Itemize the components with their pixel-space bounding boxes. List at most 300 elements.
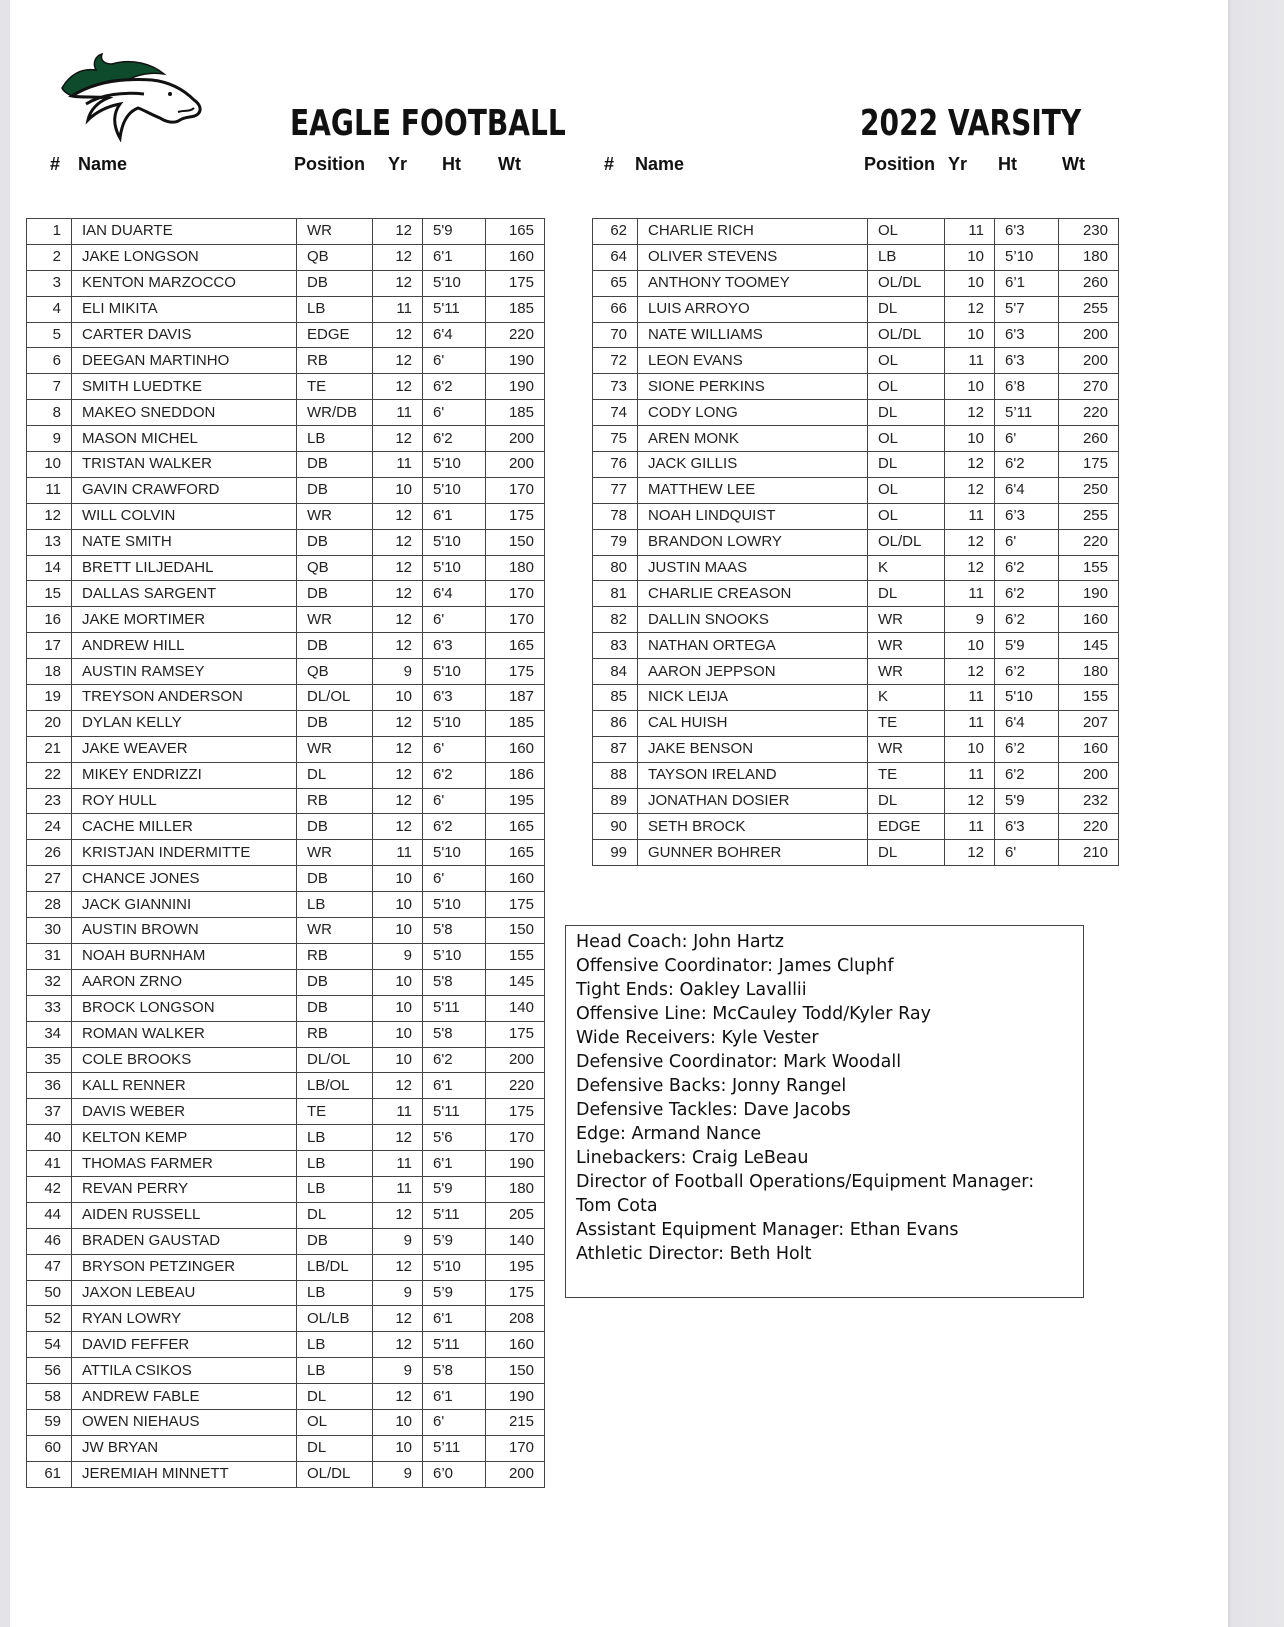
player-number: 82	[593, 607, 638, 633]
player-height: 6’8	[995, 374, 1059, 400]
player-height: 5'10	[423, 710, 486, 736]
table-row	[593, 814, 1119, 840]
table-row	[27, 1280, 545, 1306]
player-year: 10	[373, 1021, 423, 1047]
player-year: 12	[945, 659, 995, 685]
player-name: AUSTIN BROWN	[72, 918, 297, 944]
player-number: 46	[27, 1228, 72, 1254]
player-name: SIONE PERKINS	[638, 374, 868, 400]
player-height: 6'2	[423, 1047, 486, 1073]
player-year: 12	[373, 322, 423, 348]
player-name: NOAH LINDQUIST	[638, 503, 868, 529]
player-weight: 170	[486, 477, 545, 503]
player-number: 33	[27, 995, 72, 1021]
player-year: 12	[945, 788, 995, 814]
table-row	[593, 452, 1119, 478]
player-year: 12	[373, 219, 423, 245]
player-name: ANTHONY TOOMEY	[638, 270, 868, 296]
player-number: 59	[27, 1409, 72, 1435]
player-number: 76	[593, 452, 638, 478]
player-year: 11	[945, 814, 995, 840]
player-name: SETH BROCK	[638, 814, 868, 840]
player-position: OL	[868, 503, 945, 529]
player-name: DALLIN SNOOKS	[638, 607, 868, 633]
player-height: 6'1	[423, 1384, 486, 1410]
player-number: 26	[27, 840, 72, 866]
player-height: 6’1	[995, 270, 1059, 296]
player-height: 6'	[995, 529, 1059, 555]
player-name: LEON EVANS	[638, 348, 868, 374]
table-row	[27, 736, 545, 762]
table-row	[27, 607, 545, 633]
table-row	[27, 633, 545, 659]
player-year: 12	[373, 633, 423, 659]
player-position: WR	[868, 607, 945, 633]
player-height: 5'9	[423, 1176, 486, 1202]
player-number: 78	[593, 503, 638, 529]
player-number: 79	[593, 529, 638, 555]
player-height: 6'2	[423, 426, 486, 452]
player-year: 11	[945, 762, 995, 788]
player-year: 12	[373, 1202, 423, 1228]
staff-line: Assistant Equipment Manager: Ethan Evans	[576, 1220, 959, 1240]
player-weight: 200	[486, 452, 545, 478]
player-weight: 160	[486, 736, 545, 762]
table-row	[27, 348, 545, 374]
player-height: 6'1	[423, 503, 486, 529]
player-position: DL	[868, 296, 945, 322]
table-row	[27, 1384, 545, 1410]
player-height: 6'2	[995, 555, 1059, 581]
player-height: 5'10	[423, 1254, 486, 1280]
player-position: WR	[297, 503, 373, 529]
player-number: 5	[27, 322, 72, 348]
player-name: JEREMIAH MINNETT	[72, 1461, 297, 1487]
player-year: 10	[373, 995, 423, 1021]
player-year: 11	[945, 348, 995, 374]
player-name: AIDEN RUSSELL	[72, 1202, 297, 1228]
player-weight: 230	[1059, 219, 1119, 245]
table-row	[27, 503, 545, 529]
player-weight: 195	[486, 788, 545, 814]
player-weight: 200	[486, 1047, 545, 1073]
player-position: DL	[868, 840, 945, 866]
player-weight: 175	[486, 1280, 545, 1306]
player-number: 19	[27, 685, 72, 711]
player-number: 18	[27, 659, 72, 685]
table-row	[27, 555, 545, 581]
table-row	[27, 685, 545, 711]
player-position: LB	[297, 1332, 373, 1358]
player-weight: 187	[486, 685, 545, 711]
player-height: 5'9	[423, 219, 486, 245]
player-number: 7	[27, 374, 72, 400]
player-position: OL	[868, 426, 945, 452]
player-name: ATTILA CSIKOS	[72, 1358, 297, 1384]
player-number: 70	[593, 322, 638, 348]
player-height: 6'	[995, 426, 1059, 452]
table-row	[593, 322, 1119, 348]
table-row	[27, 322, 545, 348]
table-row	[27, 659, 545, 685]
player-name: LUIS ARROYO	[638, 296, 868, 322]
player-number: 20	[27, 710, 72, 736]
player-name: MAKEO SNEDDON	[72, 400, 297, 426]
player-number: 44	[27, 1202, 72, 1228]
table-row	[27, 296, 545, 322]
player-name: DEEGAN MARTINHO	[72, 348, 297, 374]
player-year: 12	[373, 374, 423, 400]
table-row	[27, 1306, 545, 1332]
player-height: 6'3	[995, 348, 1059, 374]
player-height: 5'10	[995, 685, 1059, 711]
player-year: 12	[373, 244, 423, 270]
player-number: 89	[593, 788, 638, 814]
player-number: 34	[27, 1021, 72, 1047]
player-number: 74	[593, 400, 638, 426]
player-height: 6'1	[423, 1073, 486, 1099]
table-row	[593, 529, 1119, 555]
player-number: 77	[593, 477, 638, 503]
col-header-height: Ht	[998, 154, 1017, 174]
player-year: 9	[945, 607, 995, 633]
table-row	[593, 477, 1119, 503]
table-row	[27, 1202, 545, 1228]
table-row	[593, 270, 1119, 296]
player-weight: 165	[486, 219, 545, 245]
player-weight: 200	[1059, 322, 1119, 348]
player-name: JAKE LONGSON	[72, 244, 297, 270]
player-number: 6	[27, 348, 72, 374]
player-name: JACK GIANNINI	[72, 892, 297, 918]
player-position: OL	[868, 219, 945, 245]
player-position: LB	[297, 1176, 373, 1202]
player-position: DB	[297, 995, 373, 1021]
table-row	[593, 426, 1119, 452]
player-name: NATE SMITH	[72, 529, 297, 555]
player-year: 12	[945, 400, 995, 426]
player-height: 6'	[423, 607, 486, 633]
page-title: EAGLE FOOTBALL	[290, 103, 566, 144]
player-number: 99	[593, 840, 638, 866]
player-height: 5’9	[423, 1228, 486, 1254]
player-name: TRISTAN WALKER	[72, 452, 297, 478]
player-year: 12	[945, 555, 995, 581]
player-height: 5'10	[423, 659, 486, 685]
player-weight: 140	[486, 1228, 545, 1254]
table-row	[27, 1047, 545, 1073]
player-position: K	[868, 555, 945, 581]
table-row	[593, 296, 1119, 322]
player-height: 6'	[423, 348, 486, 374]
player-weight: 200	[1059, 762, 1119, 788]
table-row	[27, 1332, 545, 1358]
player-name: BRETT LILJEDAHL	[72, 555, 297, 581]
table-row	[27, 1254, 545, 1280]
player-year: 10	[945, 244, 995, 270]
table-row	[27, 374, 545, 400]
player-year: 12	[373, 503, 423, 529]
col-header-position: Position	[294, 154, 365, 174]
player-position: DB	[297, 866, 373, 892]
player-weight: 180	[1059, 659, 1119, 685]
player-weight: 185	[486, 710, 545, 736]
player-name: AARON ZRNO	[72, 969, 297, 995]
player-height: 5’11	[995, 400, 1059, 426]
player-number: 23	[27, 788, 72, 814]
player-position: WR	[297, 736, 373, 762]
player-position: LB/DL	[297, 1254, 373, 1280]
player-name: THOMAS FARMER	[72, 1151, 297, 1177]
table-row	[27, 400, 545, 426]
player-position: WR	[868, 633, 945, 659]
player-year: 12	[373, 555, 423, 581]
player-height: 6'2	[423, 814, 486, 840]
player-weight: 220	[486, 322, 545, 348]
player-number: 73	[593, 374, 638, 400]
col-header-height: Ht	[442, 154, 461, 174]
staff-line: Defensive Coordinator: Mark Woodall	[576, 1052, 902, 1072]
player-height: 6'2	[423, 762, 486, 788]
player-position: DL	[868, 581, 945, 607]
player-year: 10	[373, 866, 423, 892]
table-row	[593, 555, 1119, 581]
player-position: RB	[297, 788, 373, 814]
player-height: 5’8	[423, 1358, 486, 1384]
table-row	[27, 1409, 545, 1435]
player-position: RB	[297, 1021, 373, 1047]
player-year: 10	[373, 685, 423, 711]
table-row	[27, 270, 545, 296]
player-name: WILL COLVIN	[72, 503, 297, 529]
player-height: 5'10	[423, 840, 486, 866]
player-number: 35	[27, 1047, 72, 1073]
table-row	[27, 943, 545, 969]
player-height: 6'3	[995, 814, 1059, 840]
player-height: 6’3	[995, 503, 1059, 529]
table-row	[593, 633, 1119, 659]
player-position: DB	[297, 529, 373, 555]
table-row	[593, 348, 1119, 374]
player-position: OL	[297, 1409, 373, 1435]
player-position: LB	[297, 296, 373, 322]
player-number: 31	[27, 943, 72, 969]
player-name: MIKEY ENDRIZZI	[72, 762, 297, 788]
table-row	[593, 374, 1119, 400]
player-year: 10	[945, 736, 995, 762]
table-row	[27, 918, 545, 944]
player-year: 10	[373, 1435, 423, 1461]
player-position: OL	[868, 477, 945, 503]
player-name: TREYSON ANDERSON	[72, 685, 297, 711]
table-row	[593, 607, 1119, 633]
player-year: 12	[373, 762, 423, 788]
player-weight: 165	[486, 840, 545, 866]
player-number: 22	[27, 762, 72, 788]
player-height: 6'1	[423, 1151, 486, 1177]
player-position: LB	[297, 1151, 373, 1177]
player-year: 11	[373, 1099, 423, 1125]
player-name: AREN MONK	[638, 426, 868, 452]
player-position: LB	[297, 1125, 373, 1151]
player-year: 12	[373, 581, 423, 607]
player-position: LB/OL	[297, 1073, 373, 1099]
player-name: MASON MICHEL	[72, 426, 297, 452]
player-height: 5'10	[423, 477, 486, 503]
player-year: 12	[945, 477, 995, 503]
player-weight: 170	[486, 1125, 545, 1151]
player-position: DL	[868, 452, 945, 478]
player-height: 5'10	[423, 892, 486, 918]
player-height: 6’2	[995, 659, 1059, 685]
player-name: JAXON LEBEAU	[72, 1280, 297, 1306]
player-position: DB	[297, 452, 373, 478]
player-name: OWEN NIEHAUS	[72, 1409, 297, 1435]
table-row	[27, 244, 545, 270]
player-number: 11	[27, 477, 72, 503]
player-number: 8	[27, 400, 72, 426]
player-year: 11	[373, 840, 423, 866]
player-name: RYAN LOWRY	[72, 1306, 297, 1332]
col-header-year: Yr	[388, 154, 408, 174]
player-year: 12	[373, 1332, 423, 1358]
player-weight: 190	[486, 348, 545, 374]
player-position: RB	[297, 348, 373, 374]
player-number: 90	[593, 814, 638, 840]
player-year: 12	[373, 529, 423, 555]
player-number: 75	[593, 426, 638, 452]
player-position: OL	[868, 374, 945, 400]
table-row	[593, 710, 1119, 736]
player-weight: 150	[486, 529, 545, 555]
player-number: 16	[27, 607, 72, 633]
col-header-position: Position	[864, 154, 935, 174]
player-number: 58	[27, 1384, 72, 1410]
player-weight: 160	[486, 866, 545, 892]
table-row	[27, 1099, 545, 1125]
player-year: 10	[945, 270, 995, 296]
player-position: DB	[297, 581, 373, 607]
player-name: CACHE MILLER	[72, 814, 297, 840]
table-row	[593, 219, 1119, 245]
player-year: 12	[373, 1073, 423, 1099]
staff-line: Offensive Coordinator: James Cluphf	[576, 956, 894, 976]
staff-line: Defensive Backs: Jonny Rangel	[576, 1076, 847, 1096]
player-weight: 145	[486, 969, 545, 995]
table-row	[27, 969, 545, 995]
player-height: 5'10	[423, 270, 486, 296]
player-weight: 170	[486, 1435, 545, 1461]
player-year: 9	[373, 1358, 423, 1384]
player-position: DL	[297, 1384, 373, 1410]
staff-line: Athletic Director: Beth Holt	[576, 1244, 812, 1264]
player-height: 5’10	[995, 244, 1059, 270]
col-header-name: Name	[635, 154, 685, 174]
staff-line: Linebackers: Craig LeBeau	[576, 1148, 809, 1168]
player-year: 10	[373, 969, 423, 995]
player-name: CHANCE JONES	[72, 866, 297, 892]
table-row	[27, 426, 545, 452]
player-position: DB	[297, 477, 373, 503]
player-weight: 160	[1059, 736, 1119, 762]
player-weight: 190	[486, 1151, 545, 1177]
player-weight: 250	[1059, 477, 1119, 503]
player-year: 11	[373, 296, 423, 322]
player-number: 52	[27, 1306, 72, 1332]
player-year: 10	[373, 1047, 423, 1073]
player-number: 40	[27, 1125, 72, 1151]
player-year: 12	[373, 788, 423, 814]
player-position: DB	[297, 633, 373, 659]
player-number: 60	[27, 1435, 72, 1461]
player-position: OL/DL	[868, 270, 945, 296]
player-number: 4	[27, 296, 72, 322]
player-weight: 270	[1059, 374, 1119, 400]
player-year: 10	[373, 1409, 423, 1435]
table-row	[27, 1073, 545, 1099]
player-weight: 186	[486, 762, 545, 788]
roster-table-left	[26, 218, 545, 1488]
player-position: WR	[868, 659, 945, 685]
player-name: JONATHAN DOSIER	[638, 788, 868, 814]
player-year: 12	[373, 1125, 423, 1151]
player-height: 6'	[423, 788, 486, 814]
player-name: OLIVER STEVENS	[638, 244, 868, 270]
table-row	[27, 477, 545, 503]
player-name: MATTHEW LEE	[638, 477, 868, 503]
table-row	[593, 762, 1119, 788]
player-number: 81	[593, 581, 638, 607]
player-year: 9	[373, 1228, 423, 1254]
player-name: SMITH LUEDTKE	[72, 374, 297, 400]
player-weight: 160	[486, 1332, 545, 1358]
player-height: 6'2	[423, 374, 486, 400]
player-weight: 180	[486, 555, 545, 581]
player-name: TAYSON IRELAND	[638, 762, 868, 788]
player-position: LB	[297, 1358, 373, 1384]
player-position: K	[868, 685, 945, 711]
bronco-logo-icon	[52, 50, 204, 142]
player-name: AARON JEPPSON	[638, 659, 868, 685]
player-weight: 190	[1059, 581, 1119, 607]
table-row	[27, 581, 545, 607]
player-year: 12	[373, 1254, 423, 1280]
player-name: COLE BROOKS	[72, 1047, 297, 1073]
player-weight: 165	[486, 814, 545, 840]
player-number: 72	[593, 348, 638, 374]
player-number: 12	[27, 503, 72, 529]
player-number: 9	[27, 426, 72, 452]
player-name: CARTER DAVIS	[72, 322, 297, 348]
staff-line: Tight Ends: Oakley Lavallii	[576, 980, 807, 1000]
staff-line: Offensive Line: McCauley Todd/Kyler Ray	[576, 1004, 931, 1024]
player-weight: 195	[486, 1254, 545, 1280]
player-year: 10	[945, 374, 995, 400]
player-number: 3	[27, 270, 72, 296]
player-height: 5'8	[423, 918, 486, 944]
season-title: 2022 VARSITY	[860, 103, 1082, 144]
player-number: 15	[27, 581, 72, 607]
table-row	[27, 866, 545, 892]
player-weight: 145	[1059, 633, 1119, 659]
player-name: JAKE MORTIMER	[72, 607, 297, 633]
col-header-number: #	[50, 154, 61, 174]
player-number: 87	[593, 736, 638, 762]
player-position: QB	[297, 244, 373, 270]
player-height: 6'4	[423, 322, 486, 348]
player-number: 50	[27, 1280, 72, 1306]
table-row	[27, 1176, 545, 1202]
